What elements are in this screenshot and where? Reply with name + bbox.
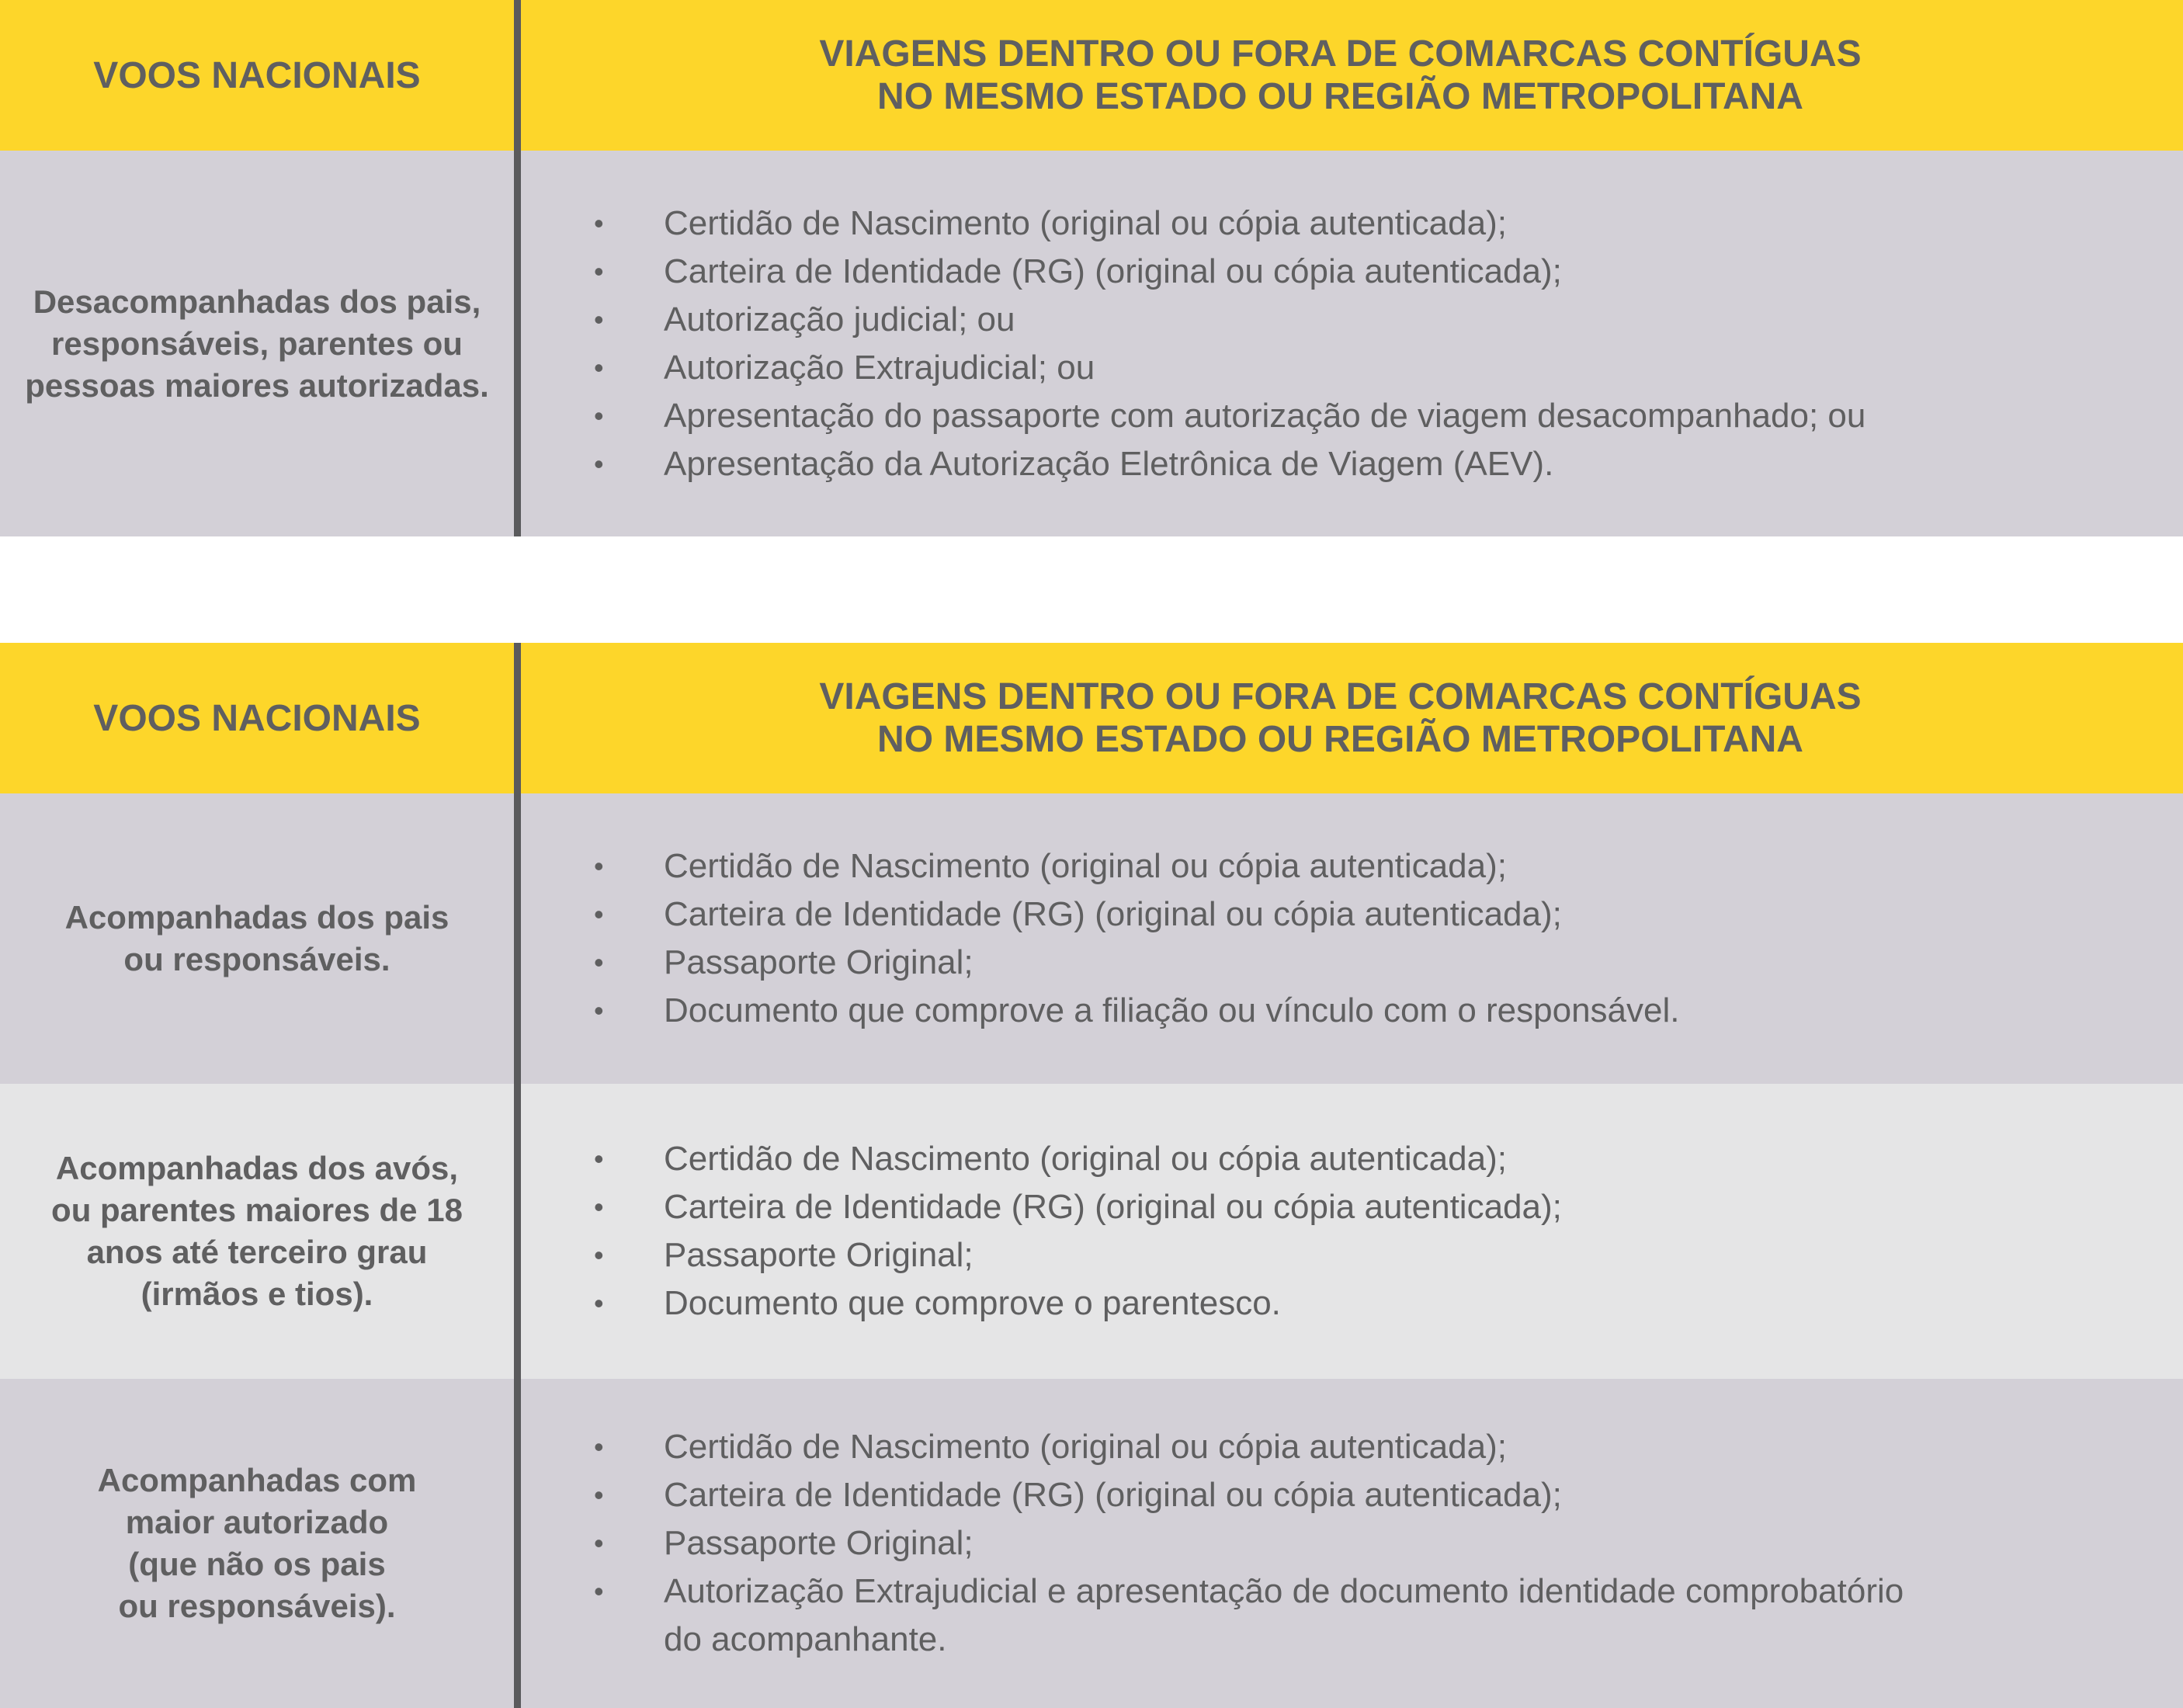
table-row: [0, 793, 2183, 1084]
column-divider: [514, 151, 521, 536]
list-item-text: Passaporte Original;: [664, 943, 974, 981]
list-item: [594, 344, 1865, 392]
bullet-icon: •: [594, 1527, 604, 1559]
list-item: [594, 1135, 1562, 1183]
list-item-text: Certidão de Nascimento (original ou cópia autenticada);: [664, 847, 1507, 885]
list-item-text: Passaporte Original;: [664, 1236, 974, 1274]
bullet-icon: •: [594, 255, 604, 287]
row-label-text: Acompanhadas dos avós, ou parentes maiores de 18 anos até terceiro grau (irmãos e tios).: [51, 1150, 463, 1312]
list-item-text: Passaporte Original;: [664, 1524, 974, 1562]
row-requirements: [521, 1379, 2183, 1708]
row-requirements: [521, 151, 2183, 536]
list-item: [594, 248, 1865, 296]
requirements-list: [594, 1135, 1562, 1328]
list-item: [594, 1423, 1904, 1471]
column-divider: [514, 793, 521, 1084]
list-item-text: Apresentação do passaporte com autorização de viagem desacompanhado; ou: [664, 396, 1866, 435]
table-row: [0, 1379, 2183, 1708]
list-item: [594, 392, 1865, 440]
list-item-text: Documento que comprove a filiação ou vínculo com o responsável.: [664, 991, 1680, 1029]
bullet-icon: •: [594, 303, 604, 335]
requirements-table-unaccompanied: [0, 0, 2183, 536]
list-item-text: Certidão de Nascimento (original ou cópia autenticada);: [664, 1428, 1507, 1466]
list-item-text: Documento que comprove o parentesco.: [664, 1284, 1281, 1322]
row-label-text: Acompanhadas dos pais ou responsáveis.: [64, 899, 449, 977]
list-item: [594, 1231, 1562, 1279]
list-item-text: Autorização Extrajudicial e apresentação de documento identidade comprobatório do acompanhante.: [664, 1572, 1904, 1658]
list-item-text: Autorização judicial; ou: [664, 300, 1015, 338]
bullet-icon: •: [594, 1143, 604, 1175]
bullet-icon: •: [594, 447, 604, 480]
bullet-icon: •: [594, 1479, 604, 1511]
bullet-icon: •: [594, 399, 604, 432]
bullet-icon: •: [594, 1575, 604, 1607]
list-item-text: Apresentação da Autorização Eletrônica de Viagem (AEV).: [664, 444, 1554, 483]
list-item-text: Carteira de Identidade (RG) (original ou cópia autenticada);: [664, 252, 1562, 290]
bullet-icon: •: [594, 1287, 604, 1319]
row-label: [0, 151, 514, 536]
requirements-list: [594, 842, 1679, 1035]
row-label-text: Desacompanhadas dos pais, responsáveis, parentes ou pessoas maiores autorizadas.: [25, 283, 489, 404]
column-divider: [514, 0, 521, 151]
list-item: [594, 890, 1679, 939]
column-divider: [514, 1379, 521, 1708]
bullet-icon: •: [594, 1431, 604, 1463]
requirements-list: [594, 1423, 1904, 1664]
bullet-icon: •: [594, 850, 604, 882]
row-label: [0, 1379, 514, 1708]
table-header: [0, 0, 2183, 151]
list-item: [594, 842, 1679, 890]
list-item: [594, 987, 1679, 1035]
bullet-icon: •: [594, 946, 604, 978]
list-item: [594, 1519, 1904, 1567]
row-label: [0, 1084, 514, 1379]
list-item: [594, 1471, 1904, 1519]
bullet-icon: •: [594, 1239, 604, 1271]
table-row: [0, 151, 2183, 536]
bullet-icon: •: [594, 1191, 604, 1223]
requirements-table-accompanied: [0, 643, 2183, 1708]
list-item-text: Carteira de Identidade (RG) (original ou cópia autenticada);: [664, 1188, 1562, 1226]
header-left-title: VOOS NACIONAIS: [93, 54, 421, 96]
list-item: [594, 939, 1679, 987]
requirements-list: [594, 200, 1865, 488]
row-requirements: [521, 1084, 2183, 1379]
list-item-text: Carteira de Identidade (RG) (original ou cópia autenticada);: [664, 1476, 1562, 1514]
column-divider: [514, 1084, 521, 1379]
list-item: [594, 440, 1865, 488]
column-divider: [514, 643, 521, 793]
bullet-icon: •: [594, 995, 604, 1026]
list-item: [594, 1183, 1562, 1231]
list-item-text: Certidão de Nascimento (original ou cópia autenticada);: [664, 1140, 1507, 1178]
list-item-text: Carteira de Identidade (RG) (original ou cópia autenticada);: [664, 895, 1562, 933]
header-right-title: VIAGENS DENTRO OU FORA DE COMARCAS CONTÍGUAS NO MESMO ESTADO OU REGIÃO METROPOLITANA: [819, 33, 1862, 117]
row-label: [0, 793, 514, 1084]
list-item: [594, 1567, 1904, 1664]
bullet-icon: •: [594, 207, 604, 239]
list-item: [594, 296, 1865, 344]
row-label-text: Acompanhadas com maior autorizado (que não os pais ou responsáveis).: [97, 1462, 417, 1624]
list-item-text: Certidão de Nascimento (original ou cópia autenticada);: [664, 203, 1507, 242]
row-requirements: [521, 793, 2183, 1084]
header-left-title: VOOS NACIONAIS: [93, 697, 421, 739]
bullet-icon: •: [594, 898, 604, 930]
header-right-title: VIAGENS DENTRO OU FORA DE COMARCAS CONTÍGUAS NO MESMO ESTADO OU REGIÃO METROPOLITANA: [819, 676, 1862, 760]
table-header: [0, 643, 2183, 793]
list-item: [594, 1279, 1562, 1328]
list-item-text: Autorização Extrajudicial; ou: [664, 348, 1095, 387]
bullet-icon: •: [594, 351, 604, 384]
list-item: [594, 200, 1865, 248]
table-row: [0, 1084, 2183, 1379]
